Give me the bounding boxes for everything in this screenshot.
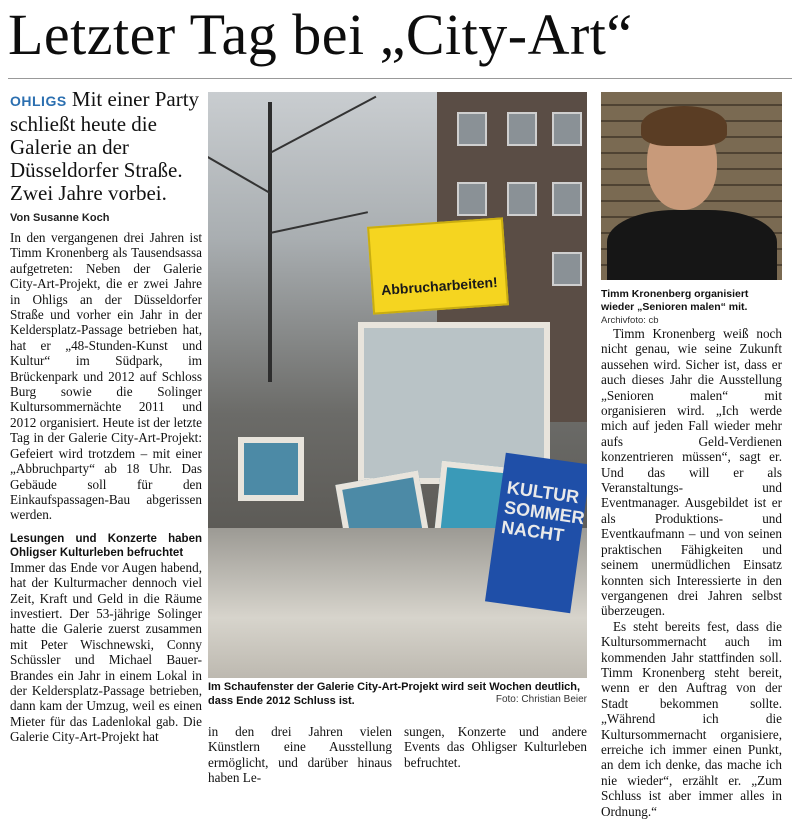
main-photo-caption: Im Schaufenster der Galerie City-Art-Projekt wird seit Wochen deutlich, dass Ende 2012 Schluss ist.	[208, 681, 581, 707]
sign-label: Abbrucharbeiten!	[380, 273, 499, 299]
portrait-caption	[601, 288, 782, 327]
article-column-3	[404, 724, 587, 770]
paragraph: sungen, Konzerte und andere Events das Ohligser Kulturleben befruchtet.	[404, 724, 587, 770]
headline-rule	[8, 78, 792, 79]
portrait-credit: Archivfoto: cb	[601, 315, 659, 326]
paragraph: Immer das Ende vor Augen habend, hat der Kulturmacher dennoch viel Zeit, Kraft und Geld in die Räume investiert. Der 53-jährige Solinger hatte die Galerie zuerst zusammen mit Peter Wischnewski, Conny Schüssler und Michael Bauer-Brandes ein Jahr in einem Lokal in der Keldersplatz-Passage betrieben, dann kam der Umzug, weil es einen Mieter für das Ladenlokal gab. Die Galerie City-Art-Projekt hat	[10, 559, 202, 745]
kicker: OHLIGS	[10, 93, 67, 109]
kultursommernacht-poster: KULTUR SOMMER NACHT	[485, 453, 587, 614]
article-column-2	[208, 724, 392, 786]
article-column-1	[10, 230, 202, 745]
paragraph: In den vergangenen drei Jahren ist Timm Kronenberg als Tausendsassa aufgetreten: Neben der Galerie City-Art-Projekt, die er zwei Jahre in Ohligs an der Düsseldorfer Straße und vorher ein Jahr in der Keldersplatz-Passage betrieben hat, hat er „48-Stunden-Kunst und Kultur“ im Südpark, im Brückenpark und 2012 auf Schloss Burg sowie die Solinger Kultursommernächte 2011 und 2012 organisiert. Heute ist der letzte Tag in der Galerie City-Art-Projekt: Gefeiert wird trotzdem – mit einer „Abbruchparty“ ab 18 Uhr. Das Gebäude soll für den Einkaufspassagen-Bau abgerissen werden.	[10, 230, 202, 523]
main-photo-credit: Foto: Christian Beier	[495, 694, 587, 705]
headline: Letzter Tag bei „City-Art“	[8, 2, 633, 67]
shop-window-photo	[208, 92, 587, 678]
subheading: Lesungen und Konzerte haben Ohligser Kulturleben befruchtet	[10, 532, 202, 559]
article-column-4	[601, 326, 782, 819]
paragraph: Timm Kronenberg weiß noch nicht genau, wie seine Zukunft aussehen wird. Sicher ist, dass er auch dieses Jahr die Ausstellung „Senioren malen“ mit organisieren wird. „Ich werde mich auf jeden Fall wieder mehr aufs Geld-Verdienen konzentrieren müssen“, sagt er. Und das will er als Veranstaltungs- und Eventmanager. Ausgebildet ist er als Produktions- und Eventkaufmann – und von seinen praktischen Fähigkeiten und seinem unermüdlichen Einsatz konnten sich Interessierte in den vergangenen drei Jahren selbst überzeugen.	[601, 326, 782, 619]
byline: Von Susanne Koch	[10, 212, 110, 224]
warning-sign	[367, 217, 509, 314]
portrait-photo	[601, 92, 782, 280]
portrait-caption-text: Timm Kronenberg organisiert wieder „Senioren malen“ mit.	[601, 288, 749, 313]
framed-picture	[238, 437, 304, 501]
tree-graphic	[268, 102, 272, 382]
paragraph: Es steht bereits fest, dass die Kultursommernacht auch im kommenden Jahr stattfinden soll. Timm Kronenberg steht bereit, wenn er den Auftrag von der Stadt bekommen sollte. „Während ich die Kultursommernacht organisiere, erreiche ich immer einen Punkt, an dem ich denke, das mache ich nie wieder“, erzählt er. „Zum Schluss ist aber immer alles in Ordnung.“	[601, 618, 782, 819]
teaser-text: Mit einer Party schließt heute die Galerie an der Düsseldorfer Straße. Zwei Jahre vorbei.	[10, 87, 200, 205]
teaser	[10, 88, 202, 205]
paragraph: in den drei Jahren vielen Künstlern eine Ausstellung ermöglicht, und darüber hinaus haben Le-	[208, 724, 392, 786]
